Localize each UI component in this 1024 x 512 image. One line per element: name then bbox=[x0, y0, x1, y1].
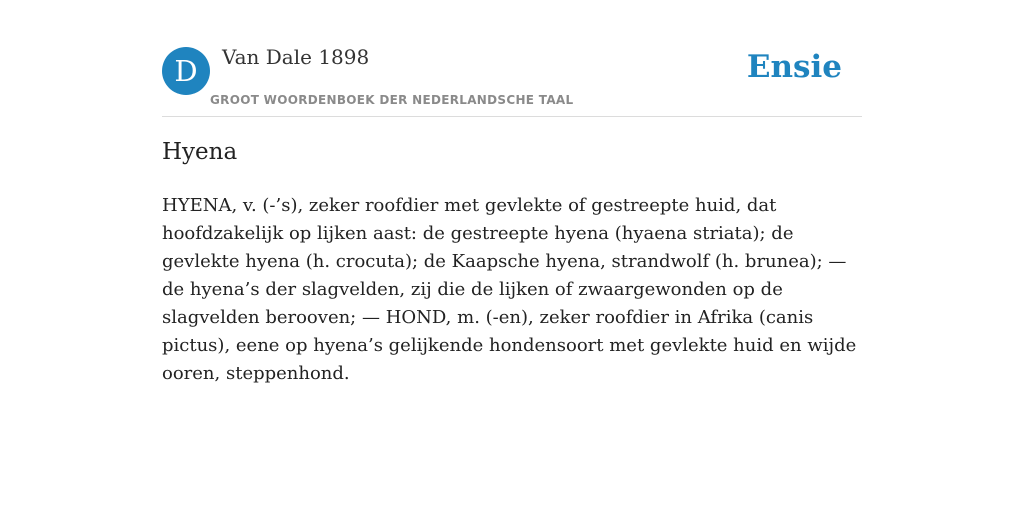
dictionary-source-title[interactable]: Van Dale 1898 bbox=[222, 45, 370, 69]
entry-title: Hyena bbox=[162, 139, 238, 165]
dictionary-source-subtitle: GROOT WOORDENBOEK DER NEDERLANDSCHE TAAL bbox=[210, 93, 574, 107]
entry-definition: HYENA, v. (-’s), zeker roofdier met gevlekte of gestreepte huid, dat hoofdzakelijk op lijken aast: de gestreepte hyena (hyaena striata); de gevlekte hyena (h. crocuta); de Kaapsche hyena, strandwolf (h. brunea); — de hyena’s der slagvelden, zij die de lijken of zwaargewonden op de slagvelden berooven; — HOND, m. (-en), zeker roofdier in Afrika (canis pictus), eene op hyena’s gelijkende hondensoort met gevlekte huid en wijde ooren, steppenhond. bbox=[162, 195, 857, 384]
dictionary-header bbox=[162, 40, 862, 117]
ensie-brand-logo[interactable]: Ensie bbox=[746, 49, 842, 85]
dictionary-logo-icon[interactable]: D bbox=[162, 47, 210, 95]
